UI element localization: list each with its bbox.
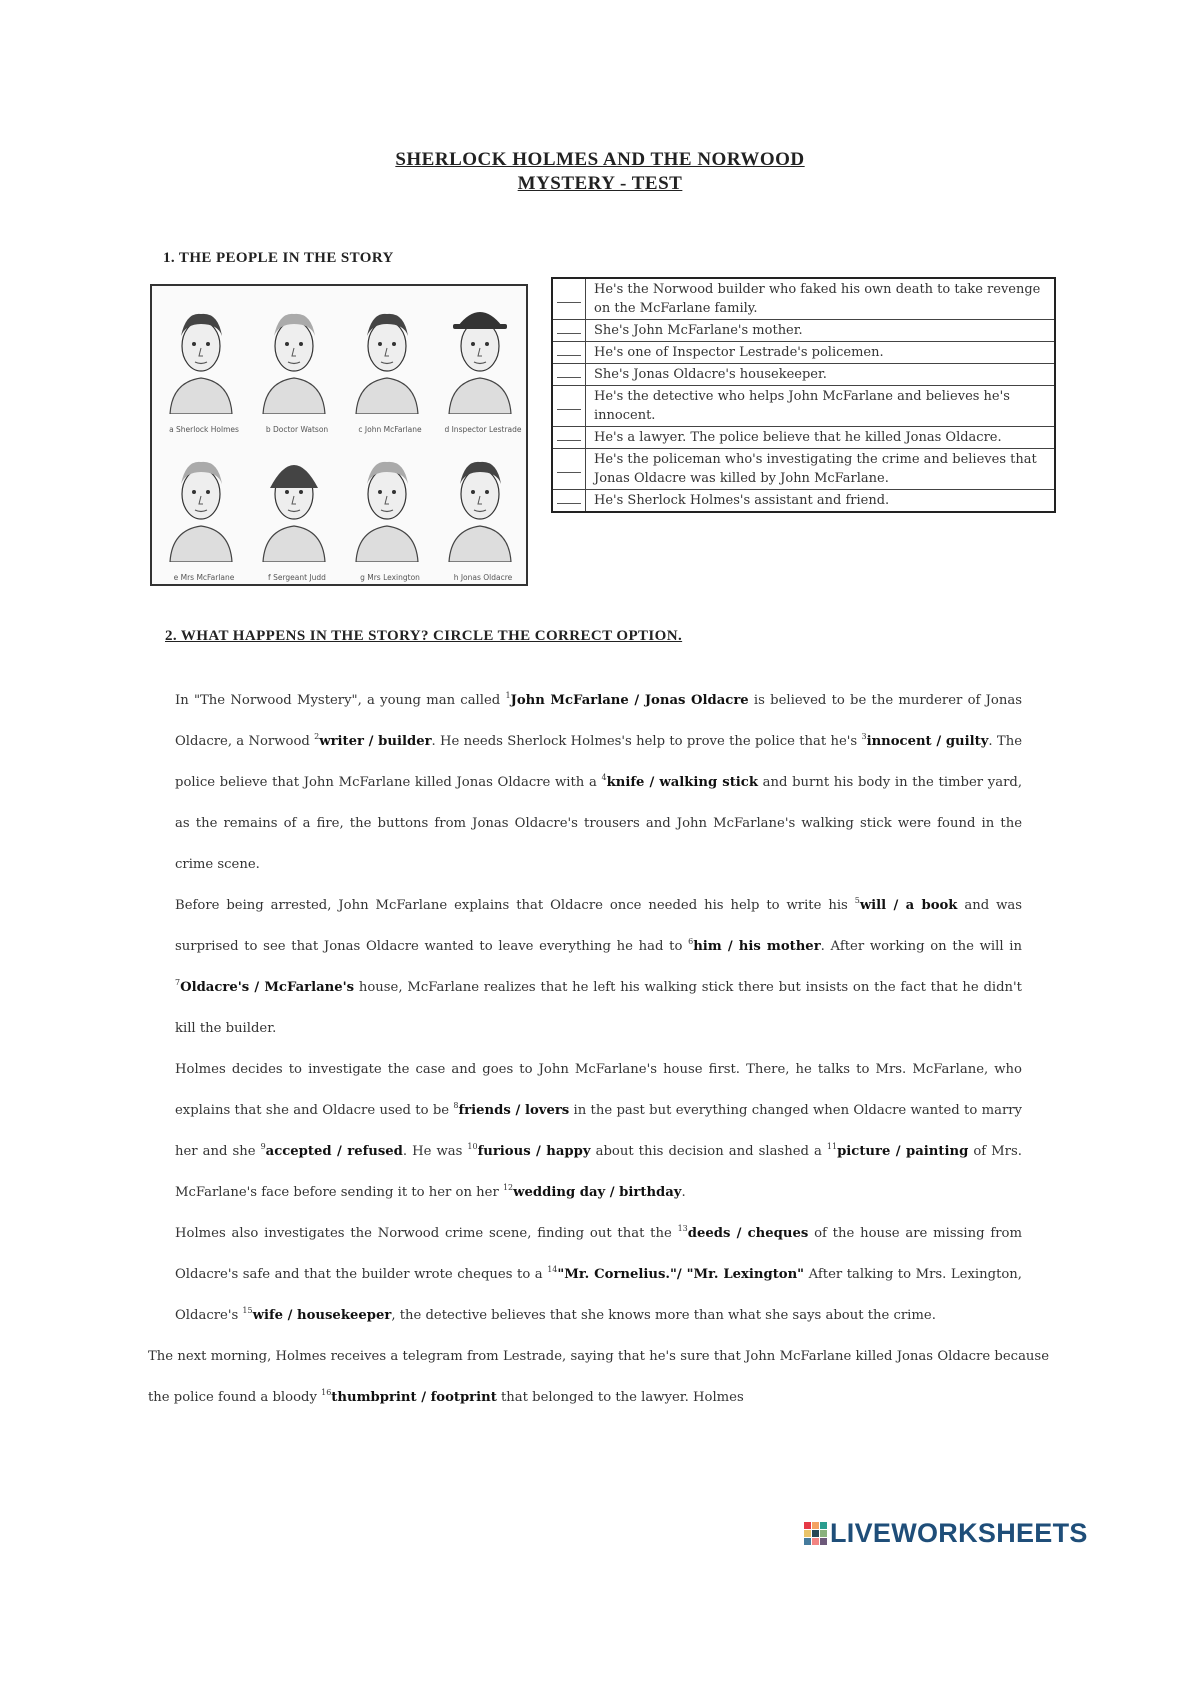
story-paragraph: Holmes decides to investigate the case and goes to John McFarlane's house first. There, he talks to Mrs. McFarlane, who explains that she and Oldacre used to be $^8$friends / lovers in the past but everything changed when Oldacre wanted to marry her and she $^9$accepted / refused. He was $^{10}$furious / happy about this decision and slashed a $^{11}$picture / painting of Mrs. McFarlane's face before sending it to her on her $^{12}$wedding day / birthday. [175,1062,1023,1200]
liveworksheets-logo [804,1518,1088,1549]
table-row [552,342,1055,364]
question-number: 1 [505,691,511,700]
logo-grid-icon [804,1522,827,1545]
table-row [552,278,1055,320]
logo-text: LIVEWORKSHEETS [830,1518,1088,1548]
story-paragraph: The next morning, Holmes receives a telegram from Lestrade, saying that he's sure that John McFarlane killed Jonas Oldacre because the police found a bloody $^{16}$thumbprint / footprint that belonged to the lawyer. Holmes [148,1349,1049,1405]
answer-options[interactable]: John McFarlane / Jonas Oldacre [510,693,749,708]
answer-blank[interactable] [552,490,586,513]
matching-table [551,277,1056,513]
portrait-caption: b Doctor Watson [265,425,329,434]
portrait-caption: c John McFarlane [358,425,422,434]
answer-blank[interactable] [552,386,586,427]
answer-options[interactable]: "Mr. Cornelius."/ "Mr. Lexington" [557,1267,805,1282]
answer-options[interactable]: Oldacre's / McFarlane's [180,980,355,995]
portrait-drawing [348,296,426,414]
character-description: He's Sherlock Holmes's assistant and friend. [586,490,1056,513]
answer-blank[interactable] [552,320,586,342]
portrait-drawing [255,444,333,562]
answer-options[interactable]: wife / housekeeper [252,1308,392,1323]
question-number: 4 [601,773,607,782]
portrait-drawing [162,296,240,414]
answer-options[interactable]: innocent / guilty [866,734,989,749]
table-row [552,320,1055,342]
character-portrait [249,438,337,584]
logo-square [820,1538,827,1545]
portrait-drawing [348,444,426,562]
answer-blank[interactable] [552,342,586,364]
table-row [552,427,1055,449]
question-number: 14 [547,1265,558,1274]
question-number: 16 [321,1388,332,1397]
logo-square [812,1522,819,1529]
question-number: 10 [467,1142,478,1151]
character-description: He's the detective who helps John McFarlane and believes he's innocent. [586,386,1056,427]
story-paragraph: In "The Norwood Mystery", a young man called $^1$John McFarlane / Jonas Oldacre is believed to be the murderer of Jonas Oldacre, a Norwood $^2$writer / builder. He needs Sherlock Holmes's help to prove the police that he's $^3$innocent / guilty. The police believe that John McFarlane killed Jonas Oldacre with a $^4$knife / walking stick and burnt his body in the timber yard, as the remains of a fire, the buttons from Jonas Oldacre's trousers and John McFarlane's walking stick were found in the crime scene. [175,691,1023,872]
portrait-caption: g Mrs Lexington [360,573,420,582]
question-number: 11 [826,1142,838,1151]
answer-blank[interactable] [552,427,586,449]
logo-square [804,1522,811,1529]
answer-blank[interactable] [552,449,586,490]
answer-options[interactable]: wedding day / birthday [513,1185,682,1200]
answer-options[interactable]: deeds / cheques [687,1226,809,1241]
question-number: 5 [854,896,860,905]
answer-options[interactable]: him / his mother [693,939,821,954]
story-text [148,680,1049,1418]
table-row [552,449,1055,490]
table-row [552,364,1055,386]
character-portrait [156,438,244,584]
character-description: He's a lawyer. The police believe that he killed Jonas Oldacre. [586,427,1056,449]
answer-options[interactable]: friends / lovers [458,1103,570,1118]
portrait-caption: e Mrs McFarlane [173,573,235,582]
portrait-drawing [441,444,519,562]
question-number: 13 [677,1224,688,1233]
question-number: 6 [688,937,694,946]
characters-picture-panel [150,284,528,586]
logo-square [812,1538,819,1545]
logo-square [804,1530,811,1537]
character-description: He's the policeman who's investigating the crime and believes that Jonas Oldacre was killed by John McFarlane. [586,449,1056,490]
character-portrait [156,290,244,436]
answer-options[interactable]: accepted / refused [265,1144,403,1159]
character-description: She's Jonas Oldacre's housekeeper. [586,364,1056,386]
answer-options[interactable]: thumbprint / footprint [331,1390,497,1405]
story-paragraph: Holmes also investigates the Norwood crime scene, finding out that the $^{13}$deeds / cheques of the house are missing from Oldacre's safe and that the builder wrote cheques to a $^{14}$"Mr. Cornelius."/ "Mr. Lexington" After talking to Mrs. Lexington, Oldacre's $^{15}$wife / housekeeper, the detective believes that she knows more than what she says about the crime. [175,1224,1022,1323]
question-number: 12 [502,1183,514,1192]
character-description: He's the Norwood builder who faked his own death to take revenge on the McFarlane family. [586,278,1056,320]
answer-blank[interactable] [552,364,586,386]
question-number: 9 [260,1142,266,1151]
answer-options[interactable]: picture / painting [837,1144,969,1159]
answer-blank[interactable] [552,278,586,320]
portrait-caption: h Jonas Oldacre [453,573,513,582]
portrait-caption: a Sherlock Holmes [169,425,239,434]
title-line-2: MYSTERY - TEST [517,173,683,194]
answer-options[interactable]: knife / walking stick [606,775,758,790]
answer-options[interactable]: furious / happy [477,1144,591,1159]
question-number: 8 [453,1101,459,1110]
character-portrait [342,438,430,584]
title-line-1: SHERLOCK HOLMES AND THE NORWOOD [395,149,805,170]
portrait-drawing [162,444,240,562]
table-row [552,490,1055,513]
section-2-heading: 2. WHAT HAPPENS IN THE STORY? CIRCLE THE CORRECT OPTION. [165,628,683,644]
question-number: 3 [861,732,867,741]
story-paragraph: Before being arrested, John McFarlane explains that Oldacre once needed his help to write his $^5$will / a book and was surprised to see that Jonas Oldacre wanted to leave everything he had to $^6$him / his mother. After working on the will in $^7$Oldacre's / McFarlane's house, McFarlane realizes that he left his walking stick there but insists on the fact that he didn't kill the builder. [175,896,1023,1036]
portrait-caption: f Sergeant Judd [268,573,326,582]
question-number: 2 [314,732,320,741]
portrait-caption: d Inspector Lestrade [444,425,522,434]
character-portrait [342,290,430,436]
logo-square [820,1522,827,1529]
question-number: 15 [242,1306,253,1315]
answer-options[interactable]: will / a book [859,898,958,913]
character-description: He's one of Inspector Lestrade's policemen. [586,342,1056,364]
character-portrait [435,438,523,584]
question-number: 7 [175,978,181,987]
logo-square [804,1538,811,1545]
portrait-drawing [441,296,519,414]
character-description: She's John McFarlane's mother. [586,320,1056,342]
answer-options[interactable]: writer / builder [319,734,432,749]
logo-square [820,1530,827,1537]
table-row [552,386,1055,427]
section-1-heading: 1. THE PEOPLE IN THE STORY [163,250,394,266]
portrait-drawing [255,296,333,414]
character-portrait [435,290,523,436]
character-portrait [249,290,337,436]
logo-square [812,1530,819,1537]
